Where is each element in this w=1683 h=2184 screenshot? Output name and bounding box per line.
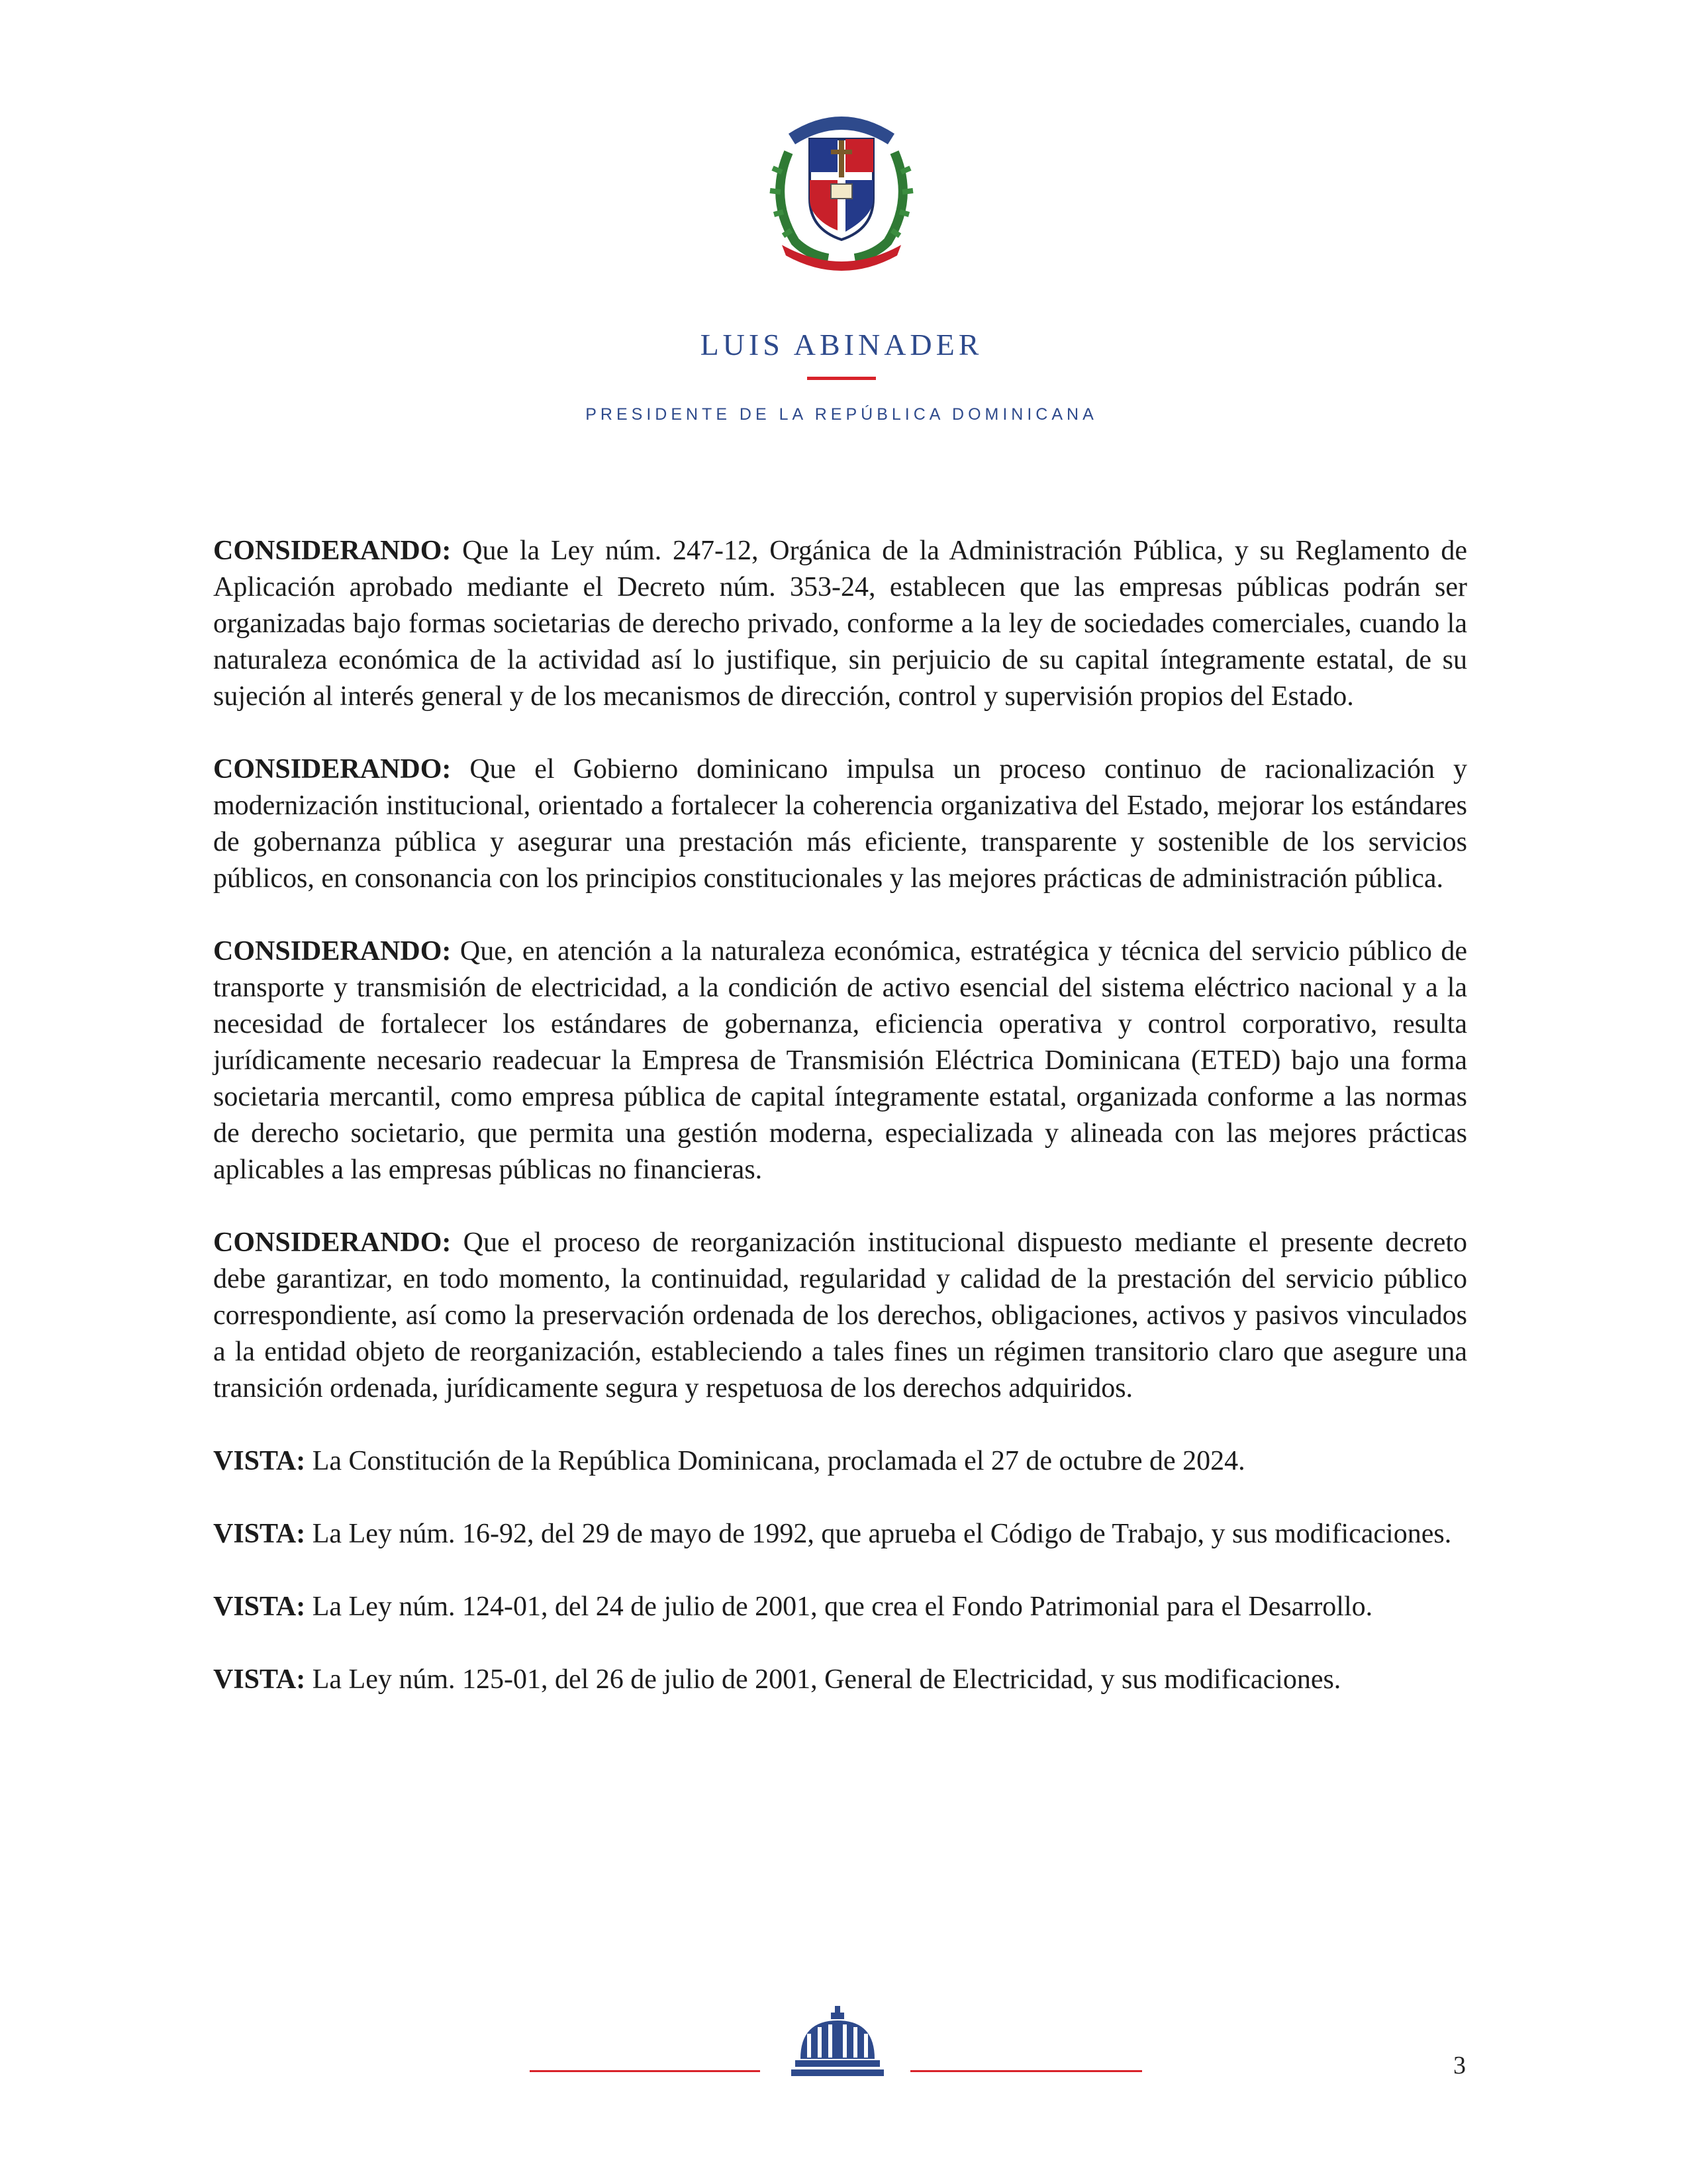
name-divider bbox=[807, 377, 876, 380]
paragraph-text: Que la Ley núm. 247-12, Orgánica de la Administración Pública, y su Reglamento de Aplicación aprobado mediante el Decreto núm. 353-24, establecen que las empresas públicas podrán ser organizadas bajo formas societarias de derecho privado, conforme a la ley de sociedades comerciales, cuando la naturaleza económica de la actividad así lo justifique, sin perjuicio de su capital íntegramente estatal, de su sujeción al interés general y de los mecanismos de dirección, control y supervisión propios del Estado. bbox=[213, 536, 1467, 712]
dome-icon bbox=[791, 2006, 884, 2079]
paragraph-vista-2 bbox=[213, 1516, 1467, 1552]
coat-of-arms-icon bbox=[762, 99, 921, 271]
paragraph-text: La Ley núm. 16-92, del 29 de mayo de 1992, que aprueba el Código de Trabajo, y sus modificaciones. bbox=[312, 1519, 1452, 1549]
paragraph-considerando-4 bbox=[213, 1225, 1467, 1407]
paragraph-considerando-1 bbox=[213, 533, 1467, 715]
paragraph-text: Que, en atención a la naturaleza económica, estratégica y técnica del servicio público de transporte y transmisión de electricidad, a la condición de activo esencial del sistema eléctrico nacional y a la necesidad de fortalecer los estándares de gobernanza, eficiencia operativa y control corporativo, resulta jurídicamente necesario readecuar la Empresa de Transmisión Eléctrica Dominicana (ETED) bajo una forma societaria mercantil, como empresa pública de capital íntegramente estatal, organizada conforme a las normas de derecho societario, que permita una gestión moderna, especializada y alineada con las mejores prácticas aplicables a las empresas públicas no financieras. bbox=[213, 936, 1468, 1185]
paragraph-considerando-3 bbox=[213, 933, 1467, 1188]
paragraph-label: VISTA: bbox=[213, 1591, 306, 1622]
page-number: 3 bbox=[1453, 2052, 1466, 2079]
paragraph-text: La Ley núm. 125-01, del 26 de julio de 2001, General de Electricidad, y sus modificaciones. bbox=[312, 1664, 1341, 1695]
paragraph-label: VISTA: bbox=[213, 1519, 306, 1549]
letterhead bbox=[0, 99, 1683, 424]
paragraph-text: La Constitución de la República Dominicana, proclamada el 27 de octubre de 2024. bbox=[312, 1446, 1245, 1476]
document-body bbox=[213, 533, 1467, 1698]
president-title: PRESIDENTE DE LA REPÚBLICA DOMINICANA bbox=[585, 405, 1098, 424]
footer-divider-left bbox=[530, 2070, 760, 2072]
paragraph-label: VISTA: bbox=[213, 1664, 306, 1695]
paragraph-text: Que el Gobierno dominicano impulsa un proceso continuo de racionalización y modernización institucional, orientado a fortalecer la coherencia organizativa del Estado, mejorar los estándares de gobernanza pública y asegurar una prestación más eficiente, transparente y sostenible de los servicios públicos, en consonancia con los principios constitucionales y las mejores prácticas de administración pública. bbox=[213, 754, 1468, 894]
paragraph-label: CONSIDERANDO: bbox=[213, 936, 452, 967]
paragraph-label: CONSIDERANDO: bbox=[213, 1227, 452, 1258]
paragraph-vista-1 bbox=[213, 1443, 1467, 1480]
paragraph-label: CONSIDERANDO: bbox=[213, 536, 452, 566]
paragraph-text: Que el proceso de reorganización institucional dispuesto mediante el presente decreto debe garantizar, en todo momento, la continuidad, regularidad y calidad de la prestación del servicio público correspondiente, así como la preservación ordenada de los derechos, obligaciones, activos y pasivos vinculados a la entidad objeto de reorganización, estableciendo a tales fines un régimen transitorio claro que asegure una transición ordenada, jurídicamente segura y respetuosa de los derechos adquiridos. bbox=[213, 1227, 1468, 1403]
paragraph-text: La Ley núm. 124-01, del 24 de julio de 2001, que crea el Fondo Patrimonial para el Desarrollo. bbox=[312, 1591, 1373, 1622]
paragraph-label: CONSIDERANDO: bbox=[213, 754, 452, 784]
paragraph-considerando-2 bbox=[213, 751, 1467, 897]
paragraph-label: VISTA: bbox=[213, 1446, 306, 1476]
president-name: LUIS ABINADER bbox=[700, 328, 983, 361]
paragraph-vista-3 bbox=[213, 1589, 1467, 1625]
footer-divider-right bbox=[910, 2070, 1142, 2072]
paragraph-vista-4 bbox=[213, 1662, 1467, 1698]
